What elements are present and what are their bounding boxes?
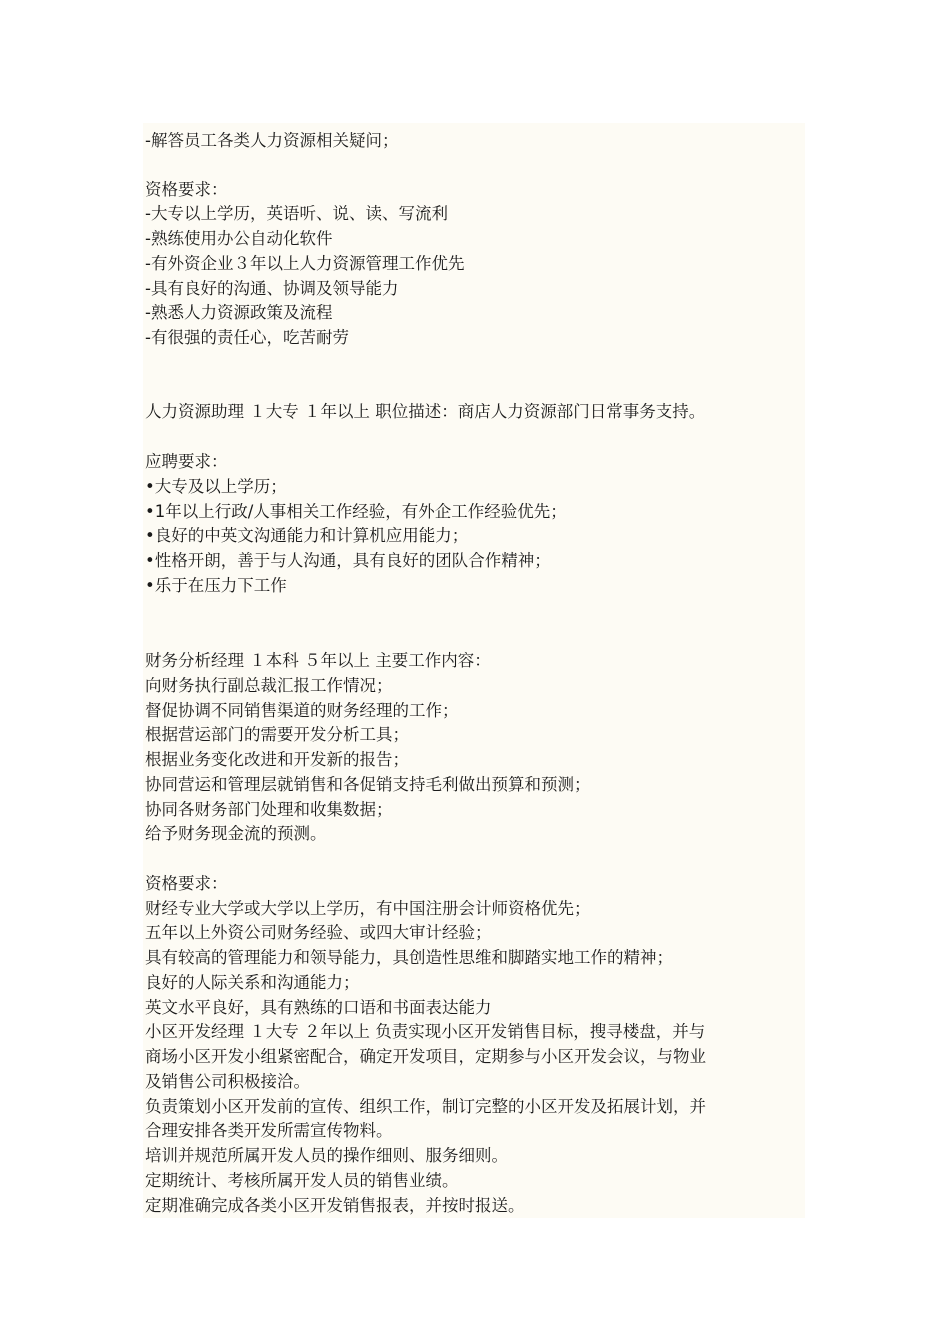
text-line: 定期准确完成各类小区开发销售报表，并按时报送。 [145,1196,525,1215]
section-heading: 应聘要求： [145,452,228,471]
text-line: 定期统计、考核所属开发人员的销售业绩。 [145,1171,459,1190]
text-line: 良好的人际关系和沟通能力； [145,973,360,992]
text-line: -大专以上学历，英语听、说、读、写流利 [145,204,448,223]
text-line: 给予财务现金流的预测。 [145,824,327,843]
text-line: 督促协调不同销售渠道的财务经理的工作； [145,701,459,720]
text-line: 英文水平良好，具有熟练的口语和书面表达能力 [145,998,492,1017]
text-line: 负责策划小区开发前的宣传、组织工作，制订完整的小区开发及拓展计划，并 [145,1097,706,1116]
section-heading: 资格要求： [145,874,228,893]
text-line: 五年以上外资公司财务经验、或四大审计经验； [145,923,492,942]
bullet-item: •性格开朗，善于与人沟通，具有良好的团队合作精神； [145,551,551,570]
text-line: -熟练使用办公自动化软件 [145,229,333,248]
job-title-line: 财务分析经理 １本科 ５年以上 主要工作内容： [145,651,491,670]
text-line: 协同营运和管理层就销售和各促销支持毛利做出预算和预测； [145,775,591,794]
text-line: 向财务执行副总裁汇报工作情况； [145,676,393,695]
text-line: 培训并规范所属开发人员的操作细则、服务细则。 [145,1146,508,1165]
bullet-item: •良好的中英文沟通能力和计算机应用能力； [145,526,469,545]
text-line: -熟悉人力资源政策及流程 [145,303,333,322]
job-title-line: 人力资源助理 １大专 １年以上 职位描述：商店人力资源部门日常事务支持。 [145,402,706,421]
text-line: 合理安排各类开发所需宣传物料。 [145,1121,393,1140]
text-line: -解答员工各类人力资源相关疑问； [145,131,399,150]
text-line: 具有较高的管理能力和领导能力，具创造性思维和脚踏实地工作的精神； [145,948,673,967]
text-line: 财经专业大学或大学以上学历，有中国注册会计师资格优先； [145,899,591,918]
text-line: -有外资企业３年以上人力资源管理工作优先 [145,254,465,273]
job-title-line: 小区开发经理 １大专 ２年以上 负责实现小区开发销售目标，搜寻楼盘，并与 [145,1022,706,1041]
text-line: 商场小区开发小组紧密配合，确定开发项目，定期参与小区开发会议，与物业 [145,1047,706,1066]
text-line: 协同各财务部门处理和收集数据； [145,800,393,819]
text-line: -具有良好的沟通、协调及领导能力 [145,279,399,298]
bullet-item: •乐于在压力下工作 [145,576,287,595]
text-line: 根据营运部门的需要开发分析工具； [145,725,409,744]
bullet-item: •大专及以上学历； [145,477,287,496]
text-line: 及销售公司积极接洽。 [145,1072,310,1091]
section-heading: 资格要求： [145,180,228,199]
text-line: 根据业务变化改进和开发新的报告； [145,750,409,769]
text-line: -有很强的责任心，吃苦耐劳 [145,328,349,347]
bullet-item: •1年以上行政/人事相关工作经验，有外企工作经验优先； [145,502,567,521]
